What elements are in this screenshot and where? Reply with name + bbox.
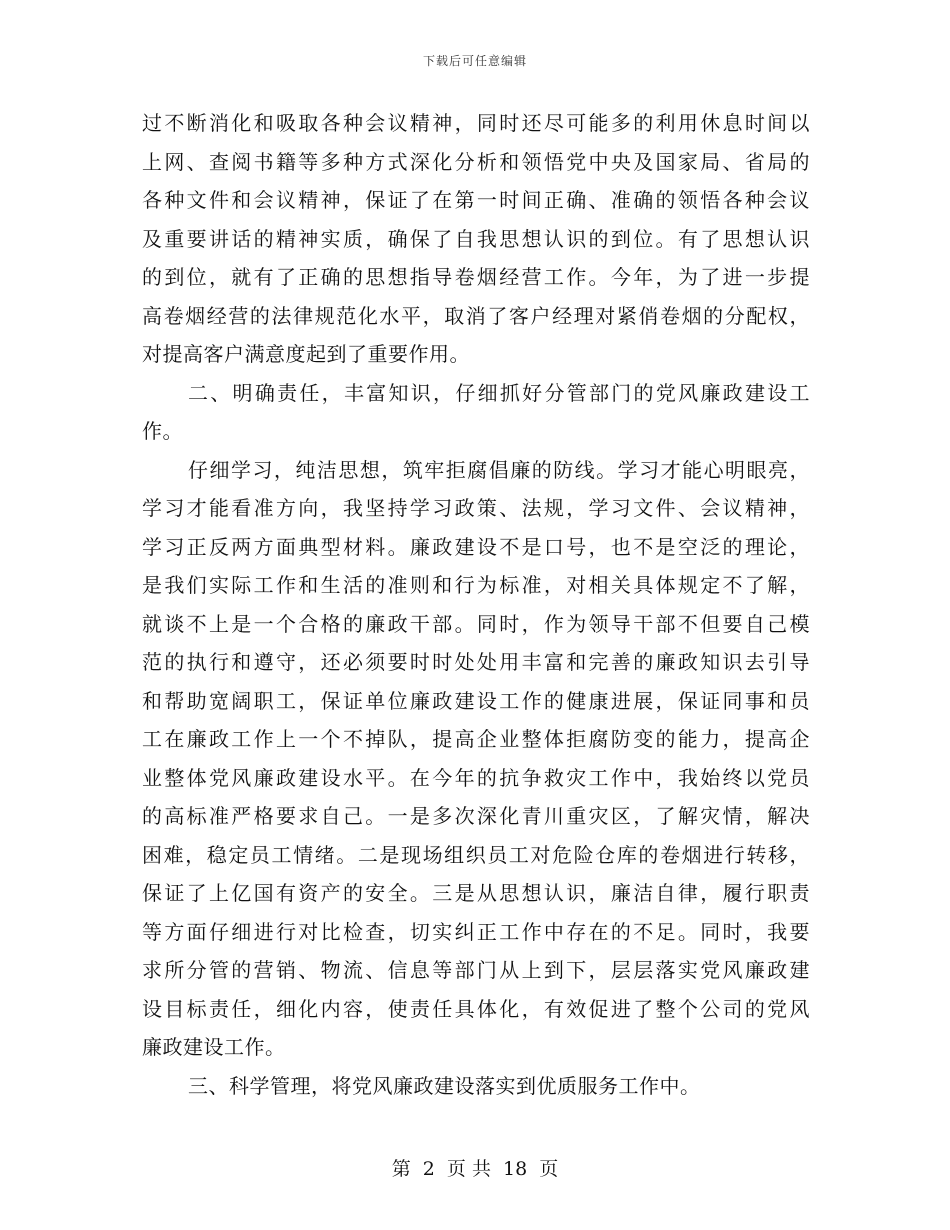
text-line: 设目标责任，细化内容，使责任具体化，有效促进了整个公司的党风: [142, 996, 810, 1021]
page-header: 下载后可任意编辑: [422, 54, 527, 68]
text-line: 工在廉政工作上一个不掉队，提高企业整体拒腐防变的能力，提高企: [142, 727, 810, 751]
text-line: 求所分管的营销、物流、信息等部门从上到下，层层落实党风廉政建: [142, 958, 810, 982]
paragraph-start-line: 仔细学习，纯洁思想，筑牢拒腐倡廉的防线。学习才能心明眼亮，: [188, 457, 810, 482]
text-line: 学习正反两方面典型材料。廉政建设不是口号，也不是空泛的理论，: [142, 534, 810, 559]
text-line: 就谈不上是一个合格的廉政干部。同时，作为领导干部不但要自己模: [142, 611, 810, 636]
text-line: 是我们实际工作和生活的准则和行为标准，对相关具体规定不了解，: [142, 573, 810, 597]
text-line: 廉政建设工作。: [142, 1035, 286, 1059]
text-line: 困难，稳定员工情绪。二是现场组织员工对危险仓库的卷烟进行转移，: [142, 842, 810, 867]
footer-middle: 页 共: [446, 1158, 491, 1180]
text-line: 上网、查阅书籍等多种方式深化分析和领悟党中央及国家局、省局的: [142, 149, 810, 174]
page-footer: [0, 1154, 950, 1181]
text-line: 等方面仔细进行对比检查，切实纠正工作中存在的不足。同时，我要: [142, 919, 810, 944]
text-line: 的到位，就有了正确的思想指导卷烟经营工作。今年，为了进一步提: [142, 265, 810, 289]
footer-suffix: 页: [539, 1158, 559, 1180]
section-heading-line: 二、明确责任，丰富知识，仔细抓好分管部门的党风廉政建设工: [188, 380, 810, 405]
text-line: 过不断消化和吸取各种会议精神，同时还尽可能多的利用休息时间以: [142, 111, 810, 135]
section-heading-line: 三、科学管理，将党风廉政建设落实到优质服务工作中。: [188, 1073, 701, 1098]
footer-prefix: 第: [391, 1158, 411, 1180]
text-line: 各种文件和会议精神，保证了在第一时间正确、准确的领悟各种会议: [142, 188, 810, 212]
text-line: 范的执行和遵守，还必须要时时处处用丰富和完善的廉政知识去引导: [142, 650, 810, 674]
current-page-number: 2: [422, 1158, 435, 1180]
text-line: 对提高客户满意度起到了重要作用。: [142, 342, 470, 366]
section-heading-line: 作。: [142, 419, 183, 443]
text-line: 学习才能看准方向，我坚持学习政策、法规，学习文件、会议精神，: [142, 496, 810, 520]
text-line: 高卷烟经营的法律规范化水平，取消了客户经理对紧俏卷烟的分配权，: [142, 303, 810, 328]
text-line: 及重要讲话的精神实质，确保了自我思想认识的到位。有了思想认识: [142, 226, 810, 251]
document-body: [142, 104, 810, 1105]
text-line: 和帮助宽阔职工，保证单位廉政建设工作的健康进展，保证同事和员: [142, 688, 810, 713]
total-pages: 18: [503, 1158, 528, 1180]
text-line: 业整体党风廉政建设水平。在今年的抗争救灾工作中，我始终以党员: [142, 765, 810, 790]
text-line: 的高标准严格要求自己。一是多次深化青川重灾区，了解灾情，解决: [142, 804, 810, 828]
text-line: 保证了上亿国有资产的安全。三是从思想认识，廉洁自律，履行职责: [142, 881, 810, 905]
